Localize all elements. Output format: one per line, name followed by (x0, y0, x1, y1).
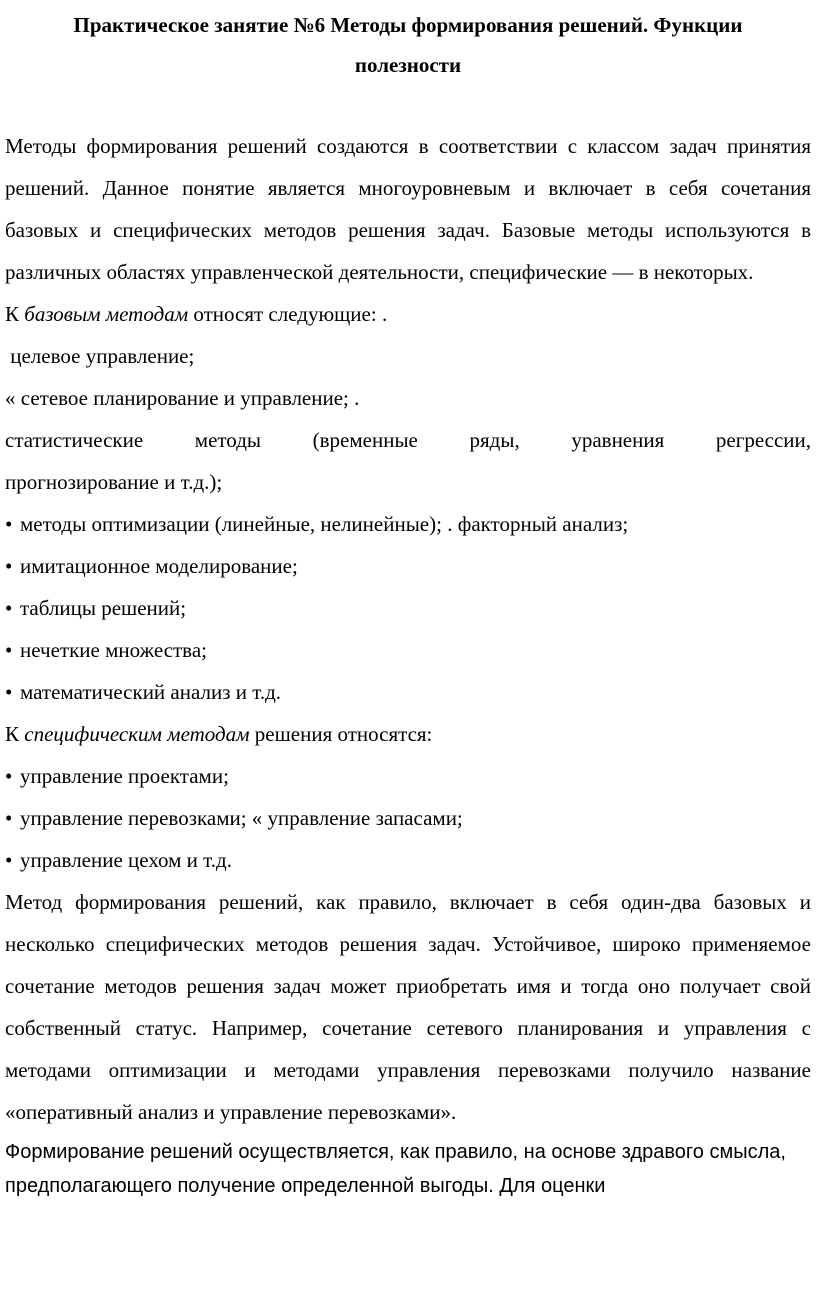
intro-paragraph: Методы формирования решений создаются в соответствии с классом задач принятия решений. Данное понятие является многоуровневым и включает в себя сочетания базовых и специфических методов решения задач. Базовые методы используются в различных областях управленческой деятельности, специфические — в некоторых. (5, 134, 811, 284)
closing-paragraph: Формирование решений осуществляется, как правило, на основе здравого смысла, предполагающего получение определенной выгоды. Для оценки (5, 1141, 786, 1197)
specific-methods-italic: специфическим методам (24, 722, 250, 746)
item3-word: регрессии, (715, 428, 812, 452)
list-item (5, 587, 811, 629)
basic-item-1: целевое управление; (5, 344, 195, 368)
list-item-text: математический анализ и т.д. (20, 680, 282, 704)
list-item (5, 797, 811, 839)
specific-methods-heading (5, 713, 811, 755)
basic-bullet-list (5, 503, 811, 713)
title-line-2: полезности (354, 53, 462, 77)
list-item-text: методы оптимизации (линейные, нелинейные); . факторный анализ; (20, 512, 629, 536)
list-item-text: управление цехом и т.д. (20, 848, 232, 872)
item3-word: статистические (5, 428, 144, 452)
specific-bullet-list (5, 755, 811, 881)
bullet-icon: • (5, 848, 13, 872)
basic-prefix: К (5, 302, 20, 326)
item3-word: уравнения (571, 428, 665, 452)
list-item (5, 839, 811, 881)
bullet-icon: • (5, 764, 13, 788)
list-item-text: нечеткие множества; (20, 638, 207, 662)
item3-word: методы (194, 428, 261, 452)
spacer (5, 85, 811, 125)
bullet-icon: • (5, 554, 13, 578)
list-item-text: имитационное моделирование; (20, 554, 298, 578)
list-item-text: управление перевозками; « управление запасами; (20, 806, 463, 830)
method-paragraph: Метод формирования решений, как правило, включает в себя один-два базовых и несколько специфических методов решения задач. Устойчивое, широко применяемое сочетание методов решения задач может приобретать имя и тогда оно получает свой собственный статус. Например, сочетание сетевого планирования и управления с методами оптимизации и методами управления перевозками получило название «оперативный анализ и управление перевозками». (5, 890, 811, 1124)
item3-word: ряды, (469, 428, 520, 452)
list-item-text: таблицы решений; (20, 596, 187, 620)
basic-item-3-continuation: прогнозирование и т.д.); (5, 470, 223, 494)
basic-methods-heading (5, 293, 811, 335)
bullet-icon: • (5, 638, 13, 662)
list-item (5, 671, 811, 713)
list-item (5, 629, 811, 671)
list-item (5, 545, 811, 587)
bullet-icon: • (5, 596, 13, 620)
page-title (5, 0, 811, 85)
specific-prefix: К (5, 722, 20, 746)
basic-suffix: относят следующие: . (193, 302, 388, 326)
bullet-icon: • (5, 806, 13, 830)
basic-item-2: « сетевое планирование и управление; . (5, 386, 360, 410)
list-item (5, 755, 811, 797)
bullet-icon: • (5, 680, 13, 704)
list-item-text: управление проектами; (20, 764, 229, 788)
item3-word: (временные (312, 428, 418, 452)
basic-methods-italic: базовым методам (24, 302, 189, 326)
list-item (5, 503, 811, 545)
specific-suffix: решения относятся: (254, 722, 433, 746)
basic-item-3 (5, 419, 811, 461)
bullet-icon: • (5, 512, 13, 536)
title-line-1: Практическое занятие №6 Методы формирования решений. Функции (73, 13, 743, 37)
